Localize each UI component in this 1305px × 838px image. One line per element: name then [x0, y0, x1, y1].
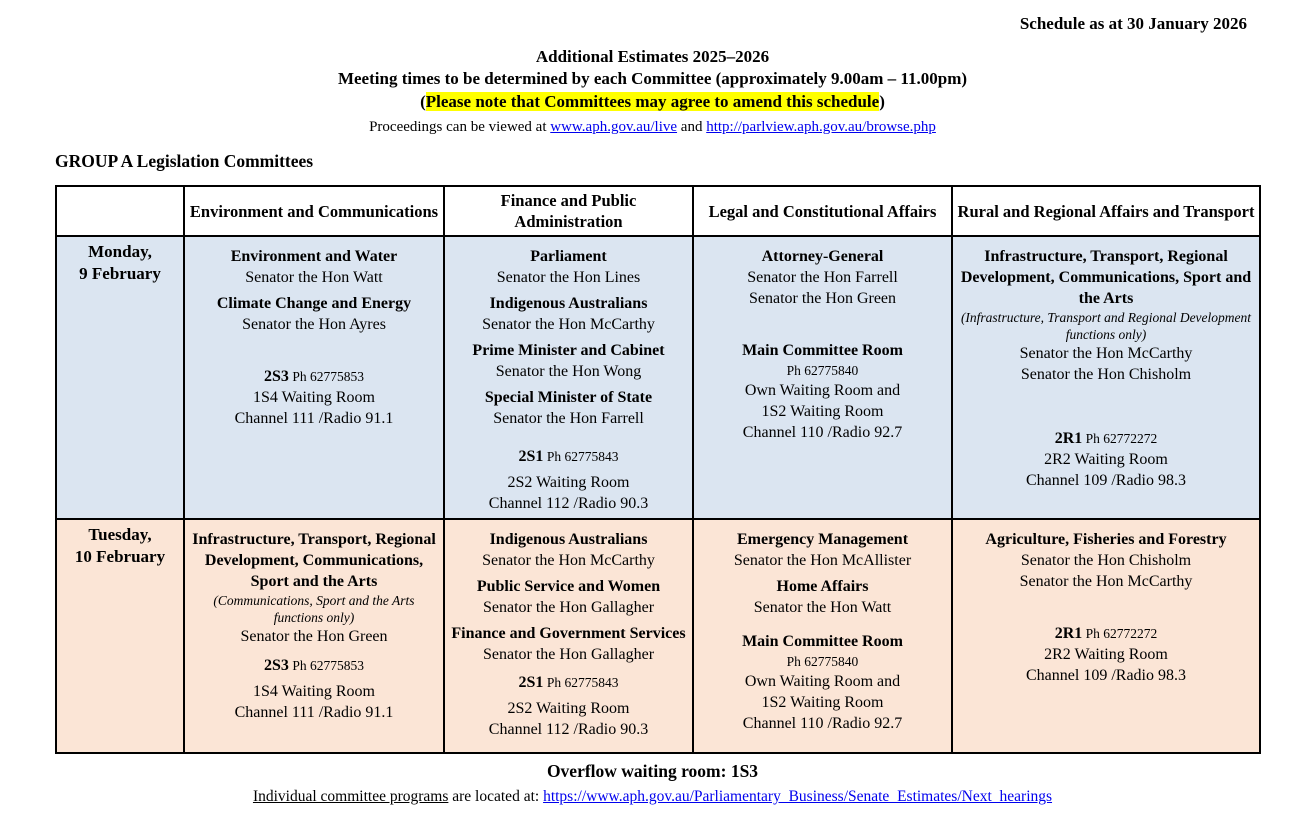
cell-text-line: Own Waiting Room and: [744, 673, 901, 690]
program-title: Attorney-General: [761, 248, 884, 265]
highlighted-notice-text: Please note that Committees may agree to amend this schedule: [425, 92, 880, 111]
program-title: Agriculture, Fisheries and Forestry: [985, 531, 1227, 548]
schedule-page: [0, 14, 1305, 838]
phone-number: Ph 62775843: [543, 675, 619, 690]
committee-column-header: Rural and Regional Affairs and Transport: [952, 186, 1260, 236]
overflow-room-note: Overflow waiting room: 1S3: [546, 761, 759, 781]
cell-text-line: Senator the Hon Green: [748, 290, 897, 307]
room-code: 2R1: [1054, 430, 1083, 447]
phone-line: Ph 62775840: [786, 363, 859, 378]
room-code: 2S3: [264, 368, 289, 385]
program-title: Main Committee Room: [742, 342, 903, 359]
proceedings-prefix: Proceedings can be viewed at: [369, 119, 551, 135]
cell-text-line: Own Waiting Room and: [744, 382, 901, 399]
next-hearings-link[interactable]: https://www.aph.gov.au/Parliamentary_Business/Senate_Estimates/Next_hearings: [543, 788, 1053, 805]
phone-number: Ph 62775853: [288, 658, 364, 673]
cell-text-line: Channel 112 /Radio 90.3: [488, 721, 649, 738]
cell-text-line: Senator the Hon Gallagher: [482, 646, 655, 663]
spacer: [958, 385, 1254, 423]
room-phone-line: [190, 366, 438, 387]
day-label-line: 10 February: [74, 547, 166, 566]
program-title: Infrastructure, Transport, Regional Development, Communications, Sport and the Arts: [960, 248, 1252, 307]
program-title: Climate Change and Energy: [216, 295, 412, 312]
schedule-cell: [952, 519, 1260, 753]
cell-text-line: Senator the Hon McAllister: [733, 552, 912, 569]
cell-text-line: 2S2 Waiting Room: [507, 474, 630, 491]
footer-note: [0, 788, 1305, 806]
cell-text-line: Senator the Hon Farrell: [493, 410, 644, 427]
located-at-text: are located at:: [448, 788, 544, 805]
cell-text-line: Senator the Hon Watt: [753, 599, 892, 616]
cell-text-line: Senator the Hon Chisholm: [1020, 552, 1192, 569]
room-code: 2S1: [518, 674, 544, 691]
day-cell-tuesday: [56, 519, 184, 753]
cell-text-line: Channel 109 /Radio 98.3: [1026, 667, 1186, 684]
room-code: 2S1: [518, 448, 544, 465]
spacer: [958, 592, 1254, 618]
cell-text-line: 1S4 Waiting Room: [253, 683, 375, 700]
notice-open-paren: (: [420, 92, 426, 111]
room-phone-line: [958, 623, 1254, 644]
phone-line: Ph 62775840: [786, 654, 859, 669]
cell-text-line: Senator the Hon Farrell: [747, 269, 898, 286]
program-title: Main Committee Room: [742, 633, 903, 650]
program-title: Special Minister of State: [484, 389, 653, 406]
room-phone-line: [450, 672, 687, 693]
schedule-cell: [693, 519, 952, 753]
committee-column-header: Legal and Constitutional Affairs: [693, 186, 952, 236]
spacer: [190, 647, 438, 650]
schedule-cell: [444, 236, 693, 519]
day-cell-monday: [56, 236, 184, 519]
spacer: [450, 665, 687, 667]
cell-text-line: Channel 112 /Radio 90.3: [488, 495, 649, 512]
schedule-row-tuesday: [56, 519, 1260, 753]
group-a-heading: GROUP A Legislation Committees: [55, 151, 314, 171]
committee-column-header: Finance and Public Administration: [444, 186, 693, 236]
program-title: Emergency Management: [736, 531, 909, 548]
cell-text-line: Channel 111 /Radio 91.1: [234, 410, 394, 427]
spacer: [450, 429, 687, 441]
cell-text-line: Senator the Hon McCarthy: [482, 552, 655, 569]
room-phone-line: [190, 655, 438, 676]
cell-text-line: Senator the Hon Watt: [245, 269, 383, 286]
day-column-header: [56, 186, 184, 236]
spacer: [699, 309, 946, 335]
schedule-date: Schedule as at 30 January 2026: [1019, 14, 1247, 33]
table-header-row: [56, 186, 1260, 236]
cell-text-line: Channel 109 /Radio 98.3: [1026, 472, 1186, 489]
cell-text-line: Senator the Hon Lines: [496, 269, 641, 286]
schedule-cell: [444, 519, 693, 753]
program-title: Prime Minister and Cabinet: [472, 342, 665, 359]
proceedings-connector: and: [677, 119, 707, 135]
cell-text-line: Senator the Hon Chisholm: [1020, 366, 1192, 383]
phone-number: Ph 62775843: [543, 449, 619, 464]
functions-note: (Infrastructure, Transport and Regional Development functions only): [960, 310, 1252, 342]
program-title: Indigenous Australians: [489, 295, 648, 312]
cell-text-line: Senator the Hon Gallagher: [482, 599, 655, 616]
cell-text-line: Senator the Hon McCarthy: [1019, 345, 1193, 362]
program-title: Infrastructure, Transport, Regional Development, Communications, Sport and the Arts: [192, 531, 436, 590]
cell-text-line: Senator the Hon McCarthy: [1019, 573, 1193, 590]
schedule-row-monday: [56, 236, 1260, 519]
cell-text-line: 2R2 Waiting Room: [1044, 451, 1168, 468]
programs-label: Individual committee programs: [252, 788, 449, 805]
day-label-line: 9 February: [79, 264, 161, 283]
phone-number: Ph 62772272: [1082, 626, 1158, 641]
amendment-notice: [0, 90, 1305, 113]
spacer: [699, 618, 946, 626]
program-title: Home Affairs: [776, 578, 869, 595]
cell-text-line: Channel 110 /Radio 92.7: [742, 424, 903, 441]
cell-text-line: 1S2 Waiting Room: [761, 403, 884, 420]
room-phone-line: [958, 428, 1254, 449]
schedule-cell: [693, 236, 952, 519]
program-title: Public Service and Women: [476, 578, 661, 595]
cell-text-line: Senator the Hon Wong: [495, 363, 642, 380]
phone-number: Ph 62772272: [1082, 431, 1158, 446]
title-line-1: Additional Estimates 2025–2026: [535, 47, 770, 66]
functions-note: (Communications, Sport and the Arts functions only): [213, 593, 415, 625]
cell-text-line: Channel 111 /Radio 91.1: [234, 704, 394, 721]
schedule-cell: [184, 519, 444, 753]
cell-text-line: 1S4 Waiting Room: [253, 389, 375, 406]
room-phone-line: [450, 446, 687, 467]
program-title: Finance and Government Services: [451, 625, 686, 642]
day-label-line: Tuesday,: [88, 525, 152, 544]
room-code: 2R1: [1054, 625, 1083, 642]
cell-text-line: 2S2 Waiting Room: [507, 700, 630, 717]
title-line-2: Meeting times to be determined by each Committee (approximately 9.00am – 11.00pm): [337, 69, 968, 88]
committee-schedule-table: [55, 185, 1261, 754]
room-code: 2S3: [264, 657, 289, 674]
cell-text-line: 2R2 Waiting Room: [1044, 646, 1168, 663]
phone-number: Ph 62775853: [288, 369, 364, 384]
cell-text-line: Senator the Hon McCarthy: [482, 316, 655, 333]
program-title: Environment and Water: [230, 248, 398, 265]
proceedings-line: [0, 117, 1305, 137]
document-header: [0, 46, 1305, 137]
aph-live-link[interactable]: www.aph.gov.au/live: [550, 119, 678, 135]
cell-text-line: Channel 110 /Radio 92.7: [742, 715, 903, 732]
program-title: Parliament: [530, 248, 607, 265]
notice-close-paren: ): [879, 92, 885, 111]
schedule-cell: [184, 236, 444, 519]
spacer: [190, 335, 438, 361]
program-title: Indigenous Australians: [489, 531, 648, 548]
parlview-link[interactable]: http://parlview.aph.gov.au/browse.php: [706, 119, 936, 135]
cell-text-line: Senator the Hon Ayres: [242, 316, 386, 333]
schedule-cell: [952, 236, 1260, 519]
day-label-line: Monday,: [88, 242, 152, 261]
cell-text-line: 1S2 Waiting Room: [761, 694, 884, 711]
committee-column-header: Environment and Communications: [184, 186, 444, 236]
cell-text-line: Senator the Hon Green: [240, 628, 388, 645]
